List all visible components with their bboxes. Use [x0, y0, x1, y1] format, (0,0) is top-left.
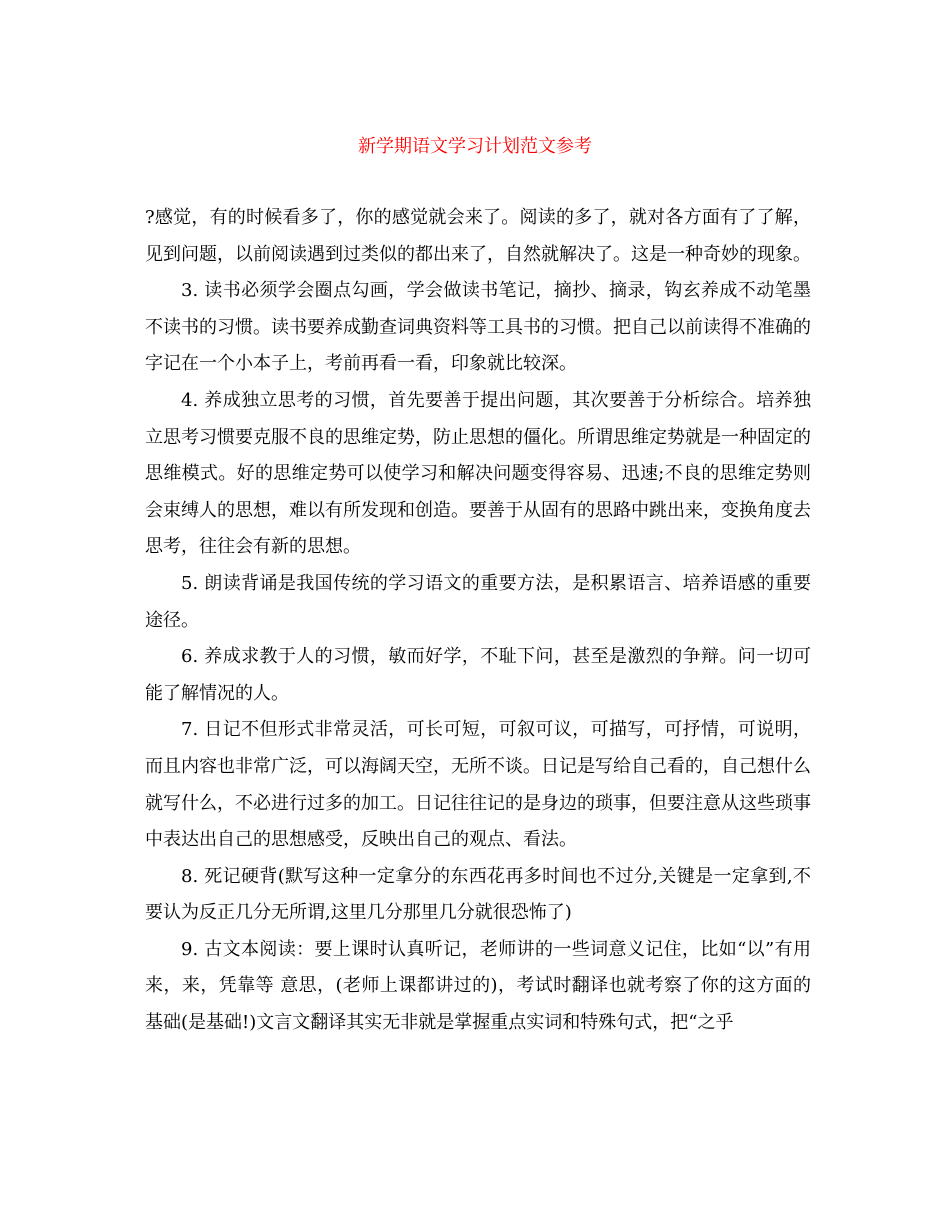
document-body: [145, 200, 811, 1042]
paragraph-continuation: ?感觉，有的时候看多了，你的感觉就会来了。阅读的多了，就对各方面有了了解，见到问题，以前阅读遇到过类似的都出来了，自然就解决了。这是一种奇妙的现象。: [145, 207, 811, 265]
paragraph-item-4: 4. 养成独立思考的习惯，首先要善于提出问题，其次要善于分析综合。培养独立思考习惯要克服不良的思维定势，防止思想的僵化。所谓思维定势就是一种固定的思维模式。好的思维定势可以使学习和解决问题变得容易、迅速;不良的思维定势则会束缚人的思想，难以有所发现和创造。要善于从固有的思路中跳出来，变换角度去思考，往往会有新的思想。: [145, 389, 811, 558]
paragraph-item-5: 5. 朗读背诵是我国传统的学习语文的重要方法，是积累语言、培养语感的重要途径。: [145, 572, 811, 631]
paragraph-item-9: 9. 古文本阅读：要上课时认真听记，老师讲的一些词意义记住，比如“以”有用来，来，凭靠等 意思，(老师上课都讲过的)，考试时翻译也就考察了你的这方面的基础(是基础!)文言文翻译其实无非就是掌握重点实词和特殊句式，把“之乎: [145, 938, 811, 1034]
paragraph-item-3: 3. 读书必须学会圈点勾画，学会做读书笔记，摘抄、摘录，钩玄养成不动笔墨不读书的习惯。读书要养成勤查词典资料等工具书的习惯。把自己以前读得不准确的字记在一个小本子上，考前再看一看，印象就比较深。: [145, 280, 811, 375]
paragraph-item-7: 7. 日记不但形式非常灵活，可长可短，可叙可议，可描写，可抒情，可说明，而且内容也非常广泛，可以海阔天空，无所不谈。日记是写给自己看的，自己想什么就写什么，不必进行过多的加工。日记往往记的是身边的琐事，但要注意从这些琐事中表达出自己的思想感受，反映出自己的观点、看法。: [145, 719, 811, 851]
paragraph-item-6: 6. 养成求教于人的习惯，敏而好学，不耻下问，甚至是激烈的争辩。问一切可能了解情况的人。: [145, 646, 811, 704]
document-title: 新学期语文学习计划范文参考: [358, 136, 592, 157]
paragraph-item-8: 8. 死记硬背(默写这种一定拿分的东西花再多时间也不过分,关键是一定拿到,不要认为反正几分无所谓,这里几分那里几分就很恐怖了): [145, 865, 811, 924]
